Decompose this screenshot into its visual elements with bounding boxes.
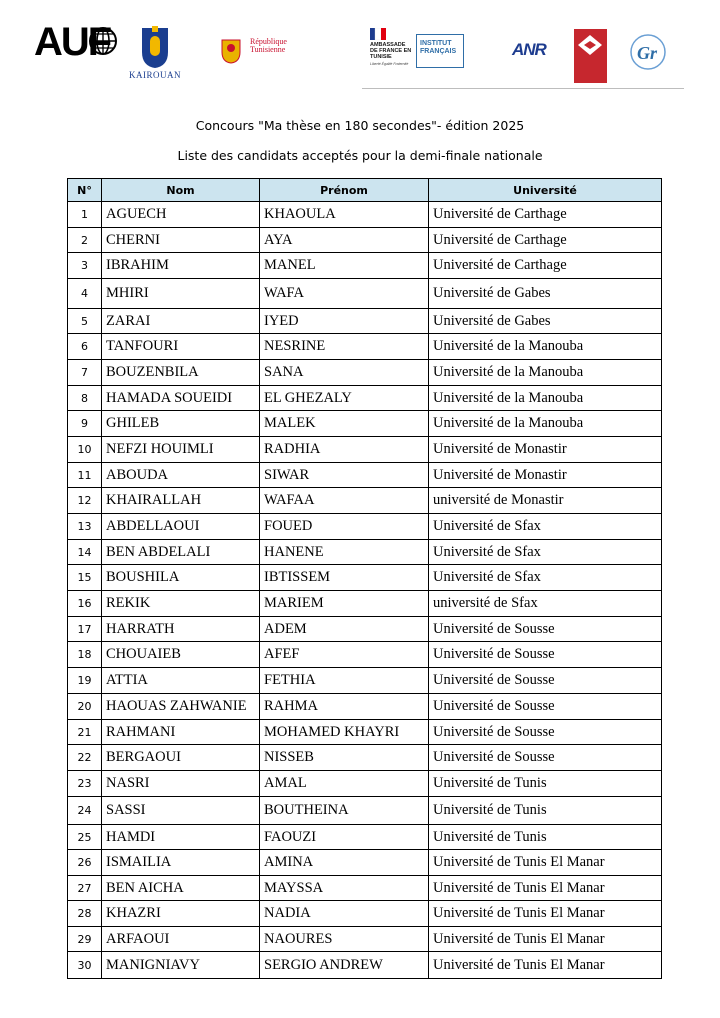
header-logos	[0, 0, 720, 95]
candidate-number: 23	[68, 771, 102, 797]
candidate-number: 24	[68, 797, 102, 825]
candidate-universite: Université de Sfax	[429, 514, 662, 540]
column-header-prenom: Prénom	[260, 179, 429, 202]
table-row	[68, 591, 662, 617]
header-divider	[362, 88, 684, 89]
candidate-prenom: AMAL	[260, 771, 429, 797]
table-row	[68, 617, 662, 642]
candidate-prenom: BOUTHEINA	[260, 797, 429, 825]
candidate-prenom: FAOUZI	[260, 825, 429, 850]
candidate-number: 8	[68, 386, 102, 411]
candidate-universite: Université de Sfax	[429, 540, 662, 565]
candidate-prenom: WAFAA	[260, 488, 429, 514]
candidate-nom: NASRI	[102, 771, 260, 797]
candidate-number: 15	[68, 565, 102, 591]
candidate-universite: Université de la Manouba	[429, 411, 662, 437]
candidate-prenom: MANEL	[260, 253, 429, 279]
candidate-nom: KHAIRALLAH	[102, 488, 260, 514]
candidate-number: 19	[68, 668, 102, 694]
candidate-nom: AGUECH	[102, 202, 260, 228]
candidate-universite: Université de Sousse	[429, 668, 662, 694]
candidate-universite: université de Sfax	[429, 591, 662, 617]
candidate-prenom: KHAOULA	[260, 202, 429, 228]
candidate-universite: Université de Monastir	[429, 437, 662, 463]
candidate-universite: Université de Tunis El Manar	[429, 952, 662, 979]
candidate-universite: Université de Tunis El Manar	[429, 927, 662, 952]
table-row	[68, 360, 662, 386]
candidate-number: 12	[68, 488, 102, 514]
candidate-nom: ZARAI	[102, 309, 260, 334]
candidate-number: 4	[68, 279, 102, 309]
table-row	[68, 771, 662, 797]
table-row	[68, 850, 662, 876]
candidate-prenom: FOUED	[260, 514, 429, 540]
candidate-universite: Université de la Manouba	[429, 360, 662, 386]
candidate-number: 16	[68, 591, 102, 617]
kairouan-university-logo	[128, 24, 182, 80]
candidate-universite: Université de Tunis	[429, 825, 662, 850]
candidate-nom: BEN ABDELALI	[102, 540, 260, 565]
candidate-nom: ARFAOUI	[102, 927, 260, 952]
candidate-prenom: RADHIA	[260, 437, 429, 463]
ambassade-motto: Liberté Égalité Fraternité	[370, 62, 409, 66]
table-row	[68, 540, 662, 565]
auf-logo: AUF	[34, 20, 111, 64]
candidate-universite: Université de Tunis	[429, 771, 662, 797]
candidate-nom: REKIK	[102, 591, 260, 617]
candidate-number: 28	[68, 901, 102, 927]
candidate-universite: université de Monastir	[429, 488, 662, 514]
column-header-universite: Université	[429, 179, 662, 202]
candidate-nom: MANIGNIAVY	[102, 952, 260, 979]
table-row	[68, 797, 662, 825]
table-row	[68, 952, 662, 979]
table-row	[68, 720, 662, 745]
candidate-nom: RAHMANI	[102, 720, 260, 745]
candidate-prenom: MALEK	[260, 411, 429, 437]
candidate-nom: BERGAOUI	[102, 745, 260, 771]
candidate-prenom: FETHIA	[260, 668, 429, 694]
red-institution-logo	[574, 29, 607, 83]
table-row	[68, 279, 662, 309]
ambassade-logo-text: AMBASSADE DE FRANCE EN TUNISIE	[370, 42, 412, 60]
candidate-nom: BOUZENBILA	[102, 360, 260, 386]
candidate-prenom: MOHAMED KHAYRI	[260, 720, 429, 745]
table-row	[68, 514, 662, 540]
candidate-universite: Université de Sousse	[429, 720, 662, 745]
column-header-number: N°	[68, 179, 102, 202]
candidate-nom: ISMAILIA	[102, 850, 260, 876]
candidate-nom: SASSI	[102, 797, 260, 825]
candidate-number: 18	[68, 642, 102, 668]
candidate-universite: Université de Sousse	[429, 745, 662, 771]
candidate-nom: HAMDI	[102, 825, 260, 850]
table-row	[68, 228, 662, 253]
candidate-universite: Université de Gabes	[429, 279, 662, 309]
institut-logo-text: INSTITUT FRANÇAIS	[420, 40, 457, 55]
candidate-nom: CHOUAIEB	[102, 642, 260, 668]
table-row	[68, 411, 662, 437]
candidate-number: 7	[68, 360, 102, 386]
candidate-universite: Université de Sfax	[429, 565, 662, 591]
gr-logo-text: Gr	[637, 43, 658, 63]
candidate-number: 13	[68, 514, 102, 540]
table-row	[68, 202, 662, 228]
table-row	[68, 565, 662, 591]
table-row	[68, 488, 662, 514]
table-row	[68, 927, 662, 952]
candidate-nom: ABDELLAOUI	[102, 514, 260, 540]
candidate-nom: HAMADA SOUEIDI	[102, 386, 260, 411]
candidate-prenom: RAHMA	[260, 694, 429, 720]
candidate-nom: ABOUDA	[102, 463, 260, 488]
candidate-nom: GHILEB	[102, 411, 260, 437]
column-header-nom: Nom	[102, 179, 260, 202]
candidate-nom: BEN AICHA	[102, 876, 260, 901]
table-row	[68, 309, 662, 334]
candidate-universite: Université de Sousse	[429, 694, 662, 720]
candidate-number: 26	[68, 850, 102, 876]
candidate-universite: Université de Tunis	[429, 797, 662, 825]
candidate-nom: TANFOURI	[102, 334, 260, 360]
candidate-universite: Université de Tunis El Manar	[429, 876, 662, 901]
candidate-prenom: MAYSSA	[260, 876, 429, 901]
candidate-universite: Université de la Manouba	[429, 334, 662, 360]
candidate-prenom: SANA	[260, 360, 429, 386]
candidate-prenom: NAOURES	[260, 927, 429, 952]
candidate-universite: Université de Monastir	[429, 463, 662, 488]
candidate-number: 10	[68, 437, 102, 463]
table-row	[68, 334, 662, 360]
candidate-prenom: NESRINE	[260, 334, 429, 360]
candidate-prenom: AMINA	[260, 850, 429, 876]
candidate-number: 25	[68, 825, 102, 850]
candidate-nom: HARRATH	[102, 617, 260, 642]
candidate-number: 21	[68, 720, 102, 745]
candidate-prenom: AYA	[260, 228, 429, 253]
candidate-prenom: IBTISSEM	[260, 565, 429, 591]
anr-logo-text: ANR	[512, 40, 546, 59]
candidate-number: 30	[68, 952, 102, 979]
candidate-number: 9	[68, 411, 102, 437]
candidate-prenom: IYED	[260, 309, 429, 334]
candidate-universite: Université de Carthage	[429, 253, 662, 279]
candidate-universite: Université de Tunis El Manar	[429, 850, 662, 876]
table-row	[68, 642, 662, 668]
ambassade-france-logo	[368, 28, 412, 74]
table-row	[68, 901, 662, 927]
candidate-nom: CHERNI	[102, 228, 260, 253]
table-row	[68, 668, 662, 694]
candidate-prenom: EL GHEZALY	[260, 386, 429, 411]
candidate-prenom: MARIEM	[260, 591, 429, 617]
candidate-number: 14	[68, 540, 102, 565]
candidate-prenom: SERGIO ANDREW	[260, 952, 429, 979]
table-row	[68, 437, 662, 463]
candidate-universite: Université de Tunis El Manar	[429, 901, 662, 927]
table-row	[68, 463, 662, 488]
table-row	[68, 694, 662, 720]
candidate-nom: KHAZRI	[102, 901, 260, 927]
candidate-prenom: NADIA	[260, 901, 429, 927]
candidate-number: 17	[68, 617, 102, 642]
table-row	[68, 745, 662, 771]
candidate-prenom: SIWAR	[260, 463, 429, 488]
table-body	[68, 202, 662, 979]
candidate-nom: ATTIA	[102, 668, 260, 694]
candidate-prenom: HANENE	[260, 540, 429, 565]
candidate-universite: Université de Sousse	[429, 617, 662, 642]
candidate-number: 3	[68, 253, 102, 279]
document-subtitle: Liste des candidats acceptés pour la demi-finale nationale	[177, 148, 543, 163]
candidate-nom: NEFZI HOUIMLI	[102, 437, 260, 463]
candidate-prenom: ADEM	[260, 617, 429, 642]
candidate-universite: Université de Carthage	[429, 202, 662, 228]
candidate-universite: Université de Sousse	[429, 642, 662, 668]
tunisie-logo-text: République Tunisienne	[250, 37, 287, 54]
candidate-number: 2	[68, 228, 102, 253]
candidate-prenom: WAFA	[260, 279, 429, 309]
candidate-number: 5	[68, 309, 102, 334]
candidate-universite: Université de Carthage	[429, 228, 662, 253]
table-row	[68, 253, 662, 279]
candidate-number: 11	[68, 463, 102, 488]
tunisie-ministry-logo	[220, 36, 312, 66]
table-header-row	[68, 179, 662, 202]
candidate-nom: IBRAHIM	[102, 253, 260, 279]
candidate-nom: BOUSHILA	[102, 565, 260, 591]
candidate-nom: MHIRI	[102, 279, 260, 309]
candidate-universite: Université de la Manouba	[429, 386, 662, 411]
table-row	[68, 386, 662, 411]
institut-francais-logo	[416, 34, 464, 68]
candidates-table	[67, 178, 662, 979]
gr-logo	[628, 32, 668, 76]
candidate-number: 29	[68, 927, 102, 952]
candidate-nom: HAOUAS ZAHWANIE	[102, 694, 260, 720]
anr-logo	[510, 40, 564, 74]
candidate-number: 27	[68, 876, 102, 901]
candidate-number: 20	[68, 694, 102, 720]
candidate-number: 6	[68, 334, 102, 360]
candidate-number: 22	[68, 745, 102, 771]
candidate-number: 1	[68, 202, 102, 228]
auf-globe-icon	[88, 24, 118, 58]
candidate-universite: Université de Gabes	[429, 309, 662, 334]
candidate-prenom: AFEF	[260, 642, 429, 668]
kairouan-logo-label: KAIROUAN	[129, 70, 181, 80]
candidate-prenom: NISSEB	[260, 745, 429, 771]
table-row	[68, 876, 662, 901]
table-row	[68, 825, 662, 850]
document-title: Concours "Ma thèse en 180 secondes"- édition 2025	[195, 118, 525, 133]
